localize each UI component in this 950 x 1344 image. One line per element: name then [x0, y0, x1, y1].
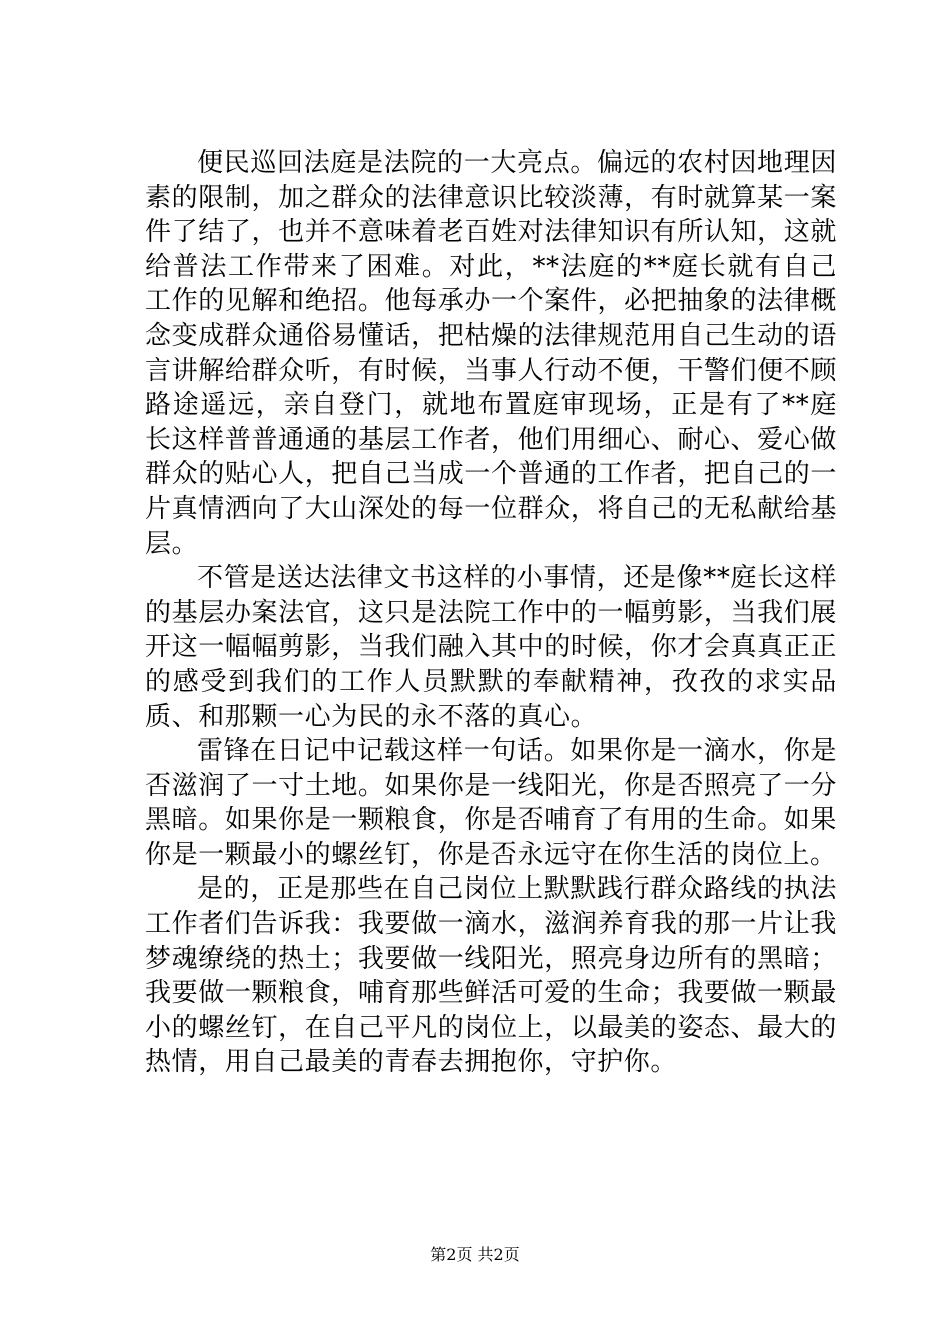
paragraph-3: 雷锋在日记中记载这样一句话。如果你是一滴水，你是否滋润了一寸土地。如果你是一线阳光，你是否照亮了一分黑暗。如果你是一颗粮食，你是否哺育了有用的生命。如果你是一颗最小的螺丝钉，你是否永远守在你生活的岗位上。 [145, 736, 837, 870]
page-footer [0, 1244, 950, 1266]
paragraph-2: 不管是送达法律文书这样的小事情，还是像**庭长这样的基层办案法官，这只是法院工作中的一幅剪影，当我们展开这一幅幅剪影，当我们融入其中的时候，你才会真真正正的感受到我们的工作人员默默的奉献精神，孜孜的求实品质、和那颗一心为民的永不落的真心。 [145, 563, 837, 732]
document-body [145, 146, 837, 1080]
page-number-label: 第2页 共2页 [430, 1245, 520, 1264]
paragraph-4: 是的，正是那些在自己岗位上默默践行群众路线的执法工作者们告诉我：我要做一滴水，滋润养育我的那一片让我梦魂缭绕的热土；我要做一线阳光，照亮身边所有的黑暗；我要做一颗粮食，哺育那些鲜活可爱的生命；我要做一颗最小的螺丝钉，在自己平凡的岗位上，以最美的姿态、最大的热情，用自己最美的青春去拥抱你，守护你。 [145, 874, 837, 1078]
paragraph-1: 便民巡回法庭是法院的一大亮点。偏远的农村因地理因素的限制，加之群众的法律意识比较淡薄，有时就算某一案件了结了，也并不意味着老百姓对法律知识有所认知，这就给普法工作带来了困难。对此，**法庭的**庭长就有自己工作的见解和绝招。他每承办一个案件，必把抽象的法律概念变成群众通俗易懂话，把枯燥的法律规范用自己生动的语言讲解给群众听，有时候，当事人行动不便，干警们便不顾路途遥远，亲自登门，就地布置庭审现场，正是有了**庭长这样普普通通的基层工作者，他们用细心、耐心、爱心做群众的贴心人，把自己当成一个普通的工作者，把自己的一片真情洒向了大山深处的每一位群众，将自己的无私献给基层。 [145, 148, 837, 559]
